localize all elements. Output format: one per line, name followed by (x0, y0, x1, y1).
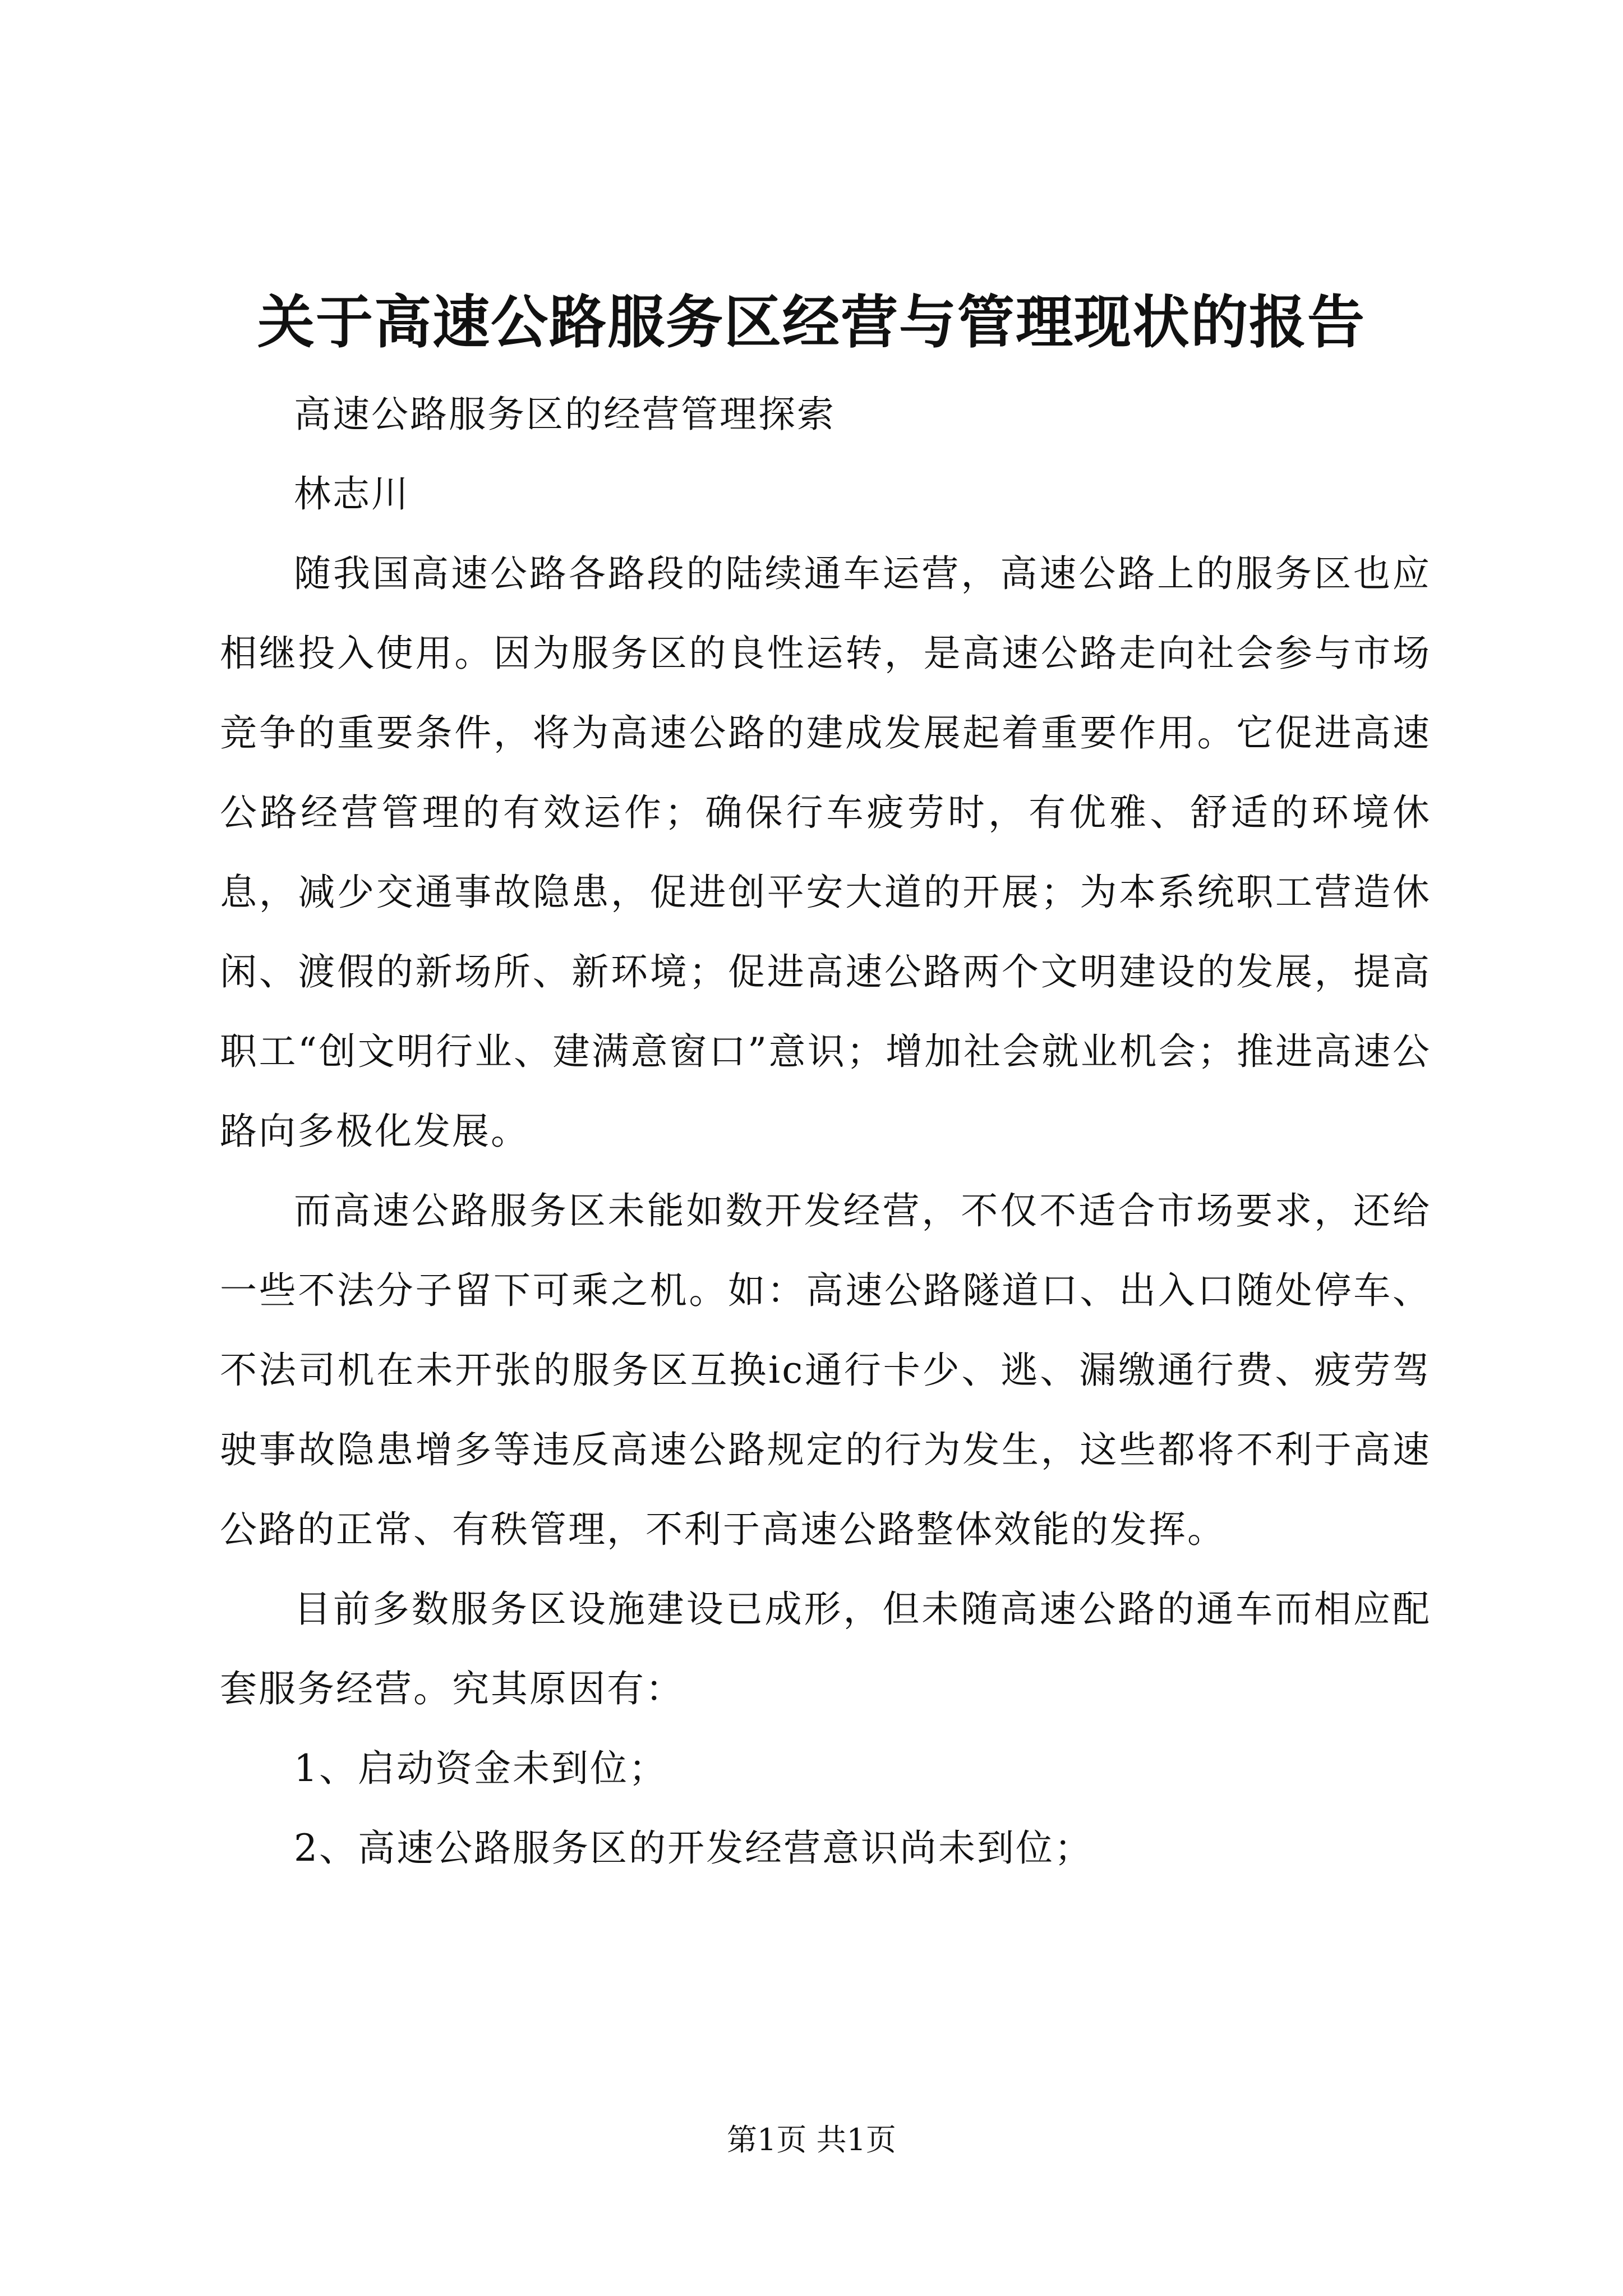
paragraph: 目前多数服务区设施建设已成形，但未随高速公路的通车而相应配套服务经营。究其原因有： (220, 1588, 1431, 1710)
author: 林志川 (294, 472, 410, 516)
paragraph: 而高速公路服务区未能如数开发经营，不仅不适合市场要求，还给一些不法分子留下可乘之机。如：高速公路隧道口、出入口随处停车、不法司机在未开张的服务区互换ic通行卡少、逃、漏缴通行费、疲劳驾驶事故隐患增多等违反高速公路规定的行为发生，这些都将不利于高速公路的正常、有秩管理，不利于高速公路整体效能的发挥。 (220, 1189, 1431, 1551)
document-title: 关于高速公路服务区经营与管理现状的报告 (257, 289, 1366, 356)
list-item: 2、高速公路服务区的开发经营意识尚未到位； (294, 1826, 1093, 1870)
list-item: 1、启动资金未到位； (294, 1747, 667, 1790)
document-body (220, 375, 1431, 1888)
page-number: 第1页 共1页 (727, 2122, 896, 2157)
subtitle: 高速公路服务区的经营管理探索 (294, 393, 836, 436)
paragraph: 随我国高速公路各路段的陆续通车运营，高速公路上的服务区也应相继投入使用。因为服务区的良性运转，是高速公路走向社会参与市场竞争的重要条件，将为高速公路的建成发展起着重要作用。它促进高速公路经营管理的有效运作；确保行车疲劳时，有优雅、舒适的环境休息，减少交通事故隐患，促进创平安大道的开展；为本系统职工营造休闲、渡假的新场所、新环境；促进高速公路两个文明建设的发展，提高职工“创文明行业、建满意窗口”意识；增加社会就业机会；推进高速公路向多极化发展。 (220, 552, 1431, 1153)
